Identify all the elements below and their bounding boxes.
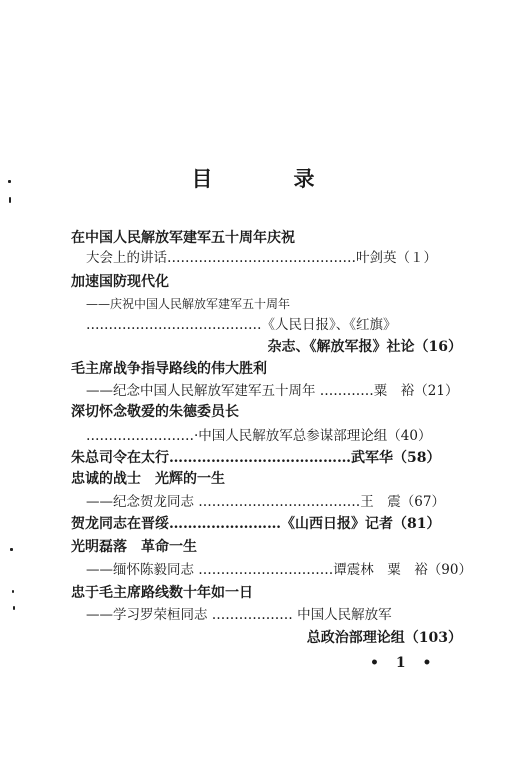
toc-entry-title: 毛主席战争指导路线的伟大胜利 xyxy=(71,361,267,377)
scan-mark xyxy=(9,197,11,203)
toc-entry-title: 深切怀念敬爱的朱德委员长 xyxy=(71,404,239,420)
toc-entry-author: ——纪念中国人民解放军建军五十周年 …………粟 裕（21） xyxy=(86,383,459,399)
scan-mark xyxy=(8,180,11,183)
page-number: • 1 • xyxy=(370,655,438,671)
toc-entry-author: 杂志、《解放军报》社论（16） xyxy=(267,339,462,355)
toc-entry-author: 大会上的讲话……………………………………叶剑英（１） xyxy=(86,250,437,266)
toc-entry-title: 贺龙同志在晋绥……………………《山西日报》记者（81） xyxy=(71,516,441,532)
toc-entry-author: …………………………………《人民日报》、《红旗》 xyxy=(86,317,397,333)
scan-mark xyxy=(12,590,14,593)
toc-entry-title: 忠于毛主席路线数十年如一日 xyxy=(71,585,253,601)
scan-mark xyxy=(13,606,15,610)
toc-entry-title: 在中国人民解放军建军五十周年庆祝 xyxy=(71,230,295,246)
scan-mark xyxy=(10,548,13,551)
toc-entry-author: 总政治部理论组（103） xyxy=(306,630,462,646)
toc-entry-title: 朱总司令在太行…………………………………武军华（58） xyxy=(71,450,441,466)
toc-entry-author: ……………………·中国人民解放军总参谋部理论组（40） xyxy=(86,428,432,444)
toc-entry-author: ——纪念贺龙同志 ………………………………王 震（67） xyxy=(86,494,445,510)
toc-entry-title: 加速国防现代化 xyxy=(71,274,169,290)
toc-entry-title: 忠诚的战士 光辉的一生 xyxy=(71,471,225,487)
toc-entry-author: ——学习罗荣桓同志 ……………… 中国人民解放军 xyxy=(86,607,392,623)
page-title: 目 录 xyxy=(191,166,345,191)
toc-entry-subtitle: ——庆祝中国人民解放军建军五十周年 xyxy=(86,297,291,311)
toc-entry-author: ——缅怀陈毅同志 …………………………谭震林 粟 裕（90） xyxy=(86,562,472,578)
toc-entry-title: 光明磊落 革命一生 xyxy=(71,539,197,555)
